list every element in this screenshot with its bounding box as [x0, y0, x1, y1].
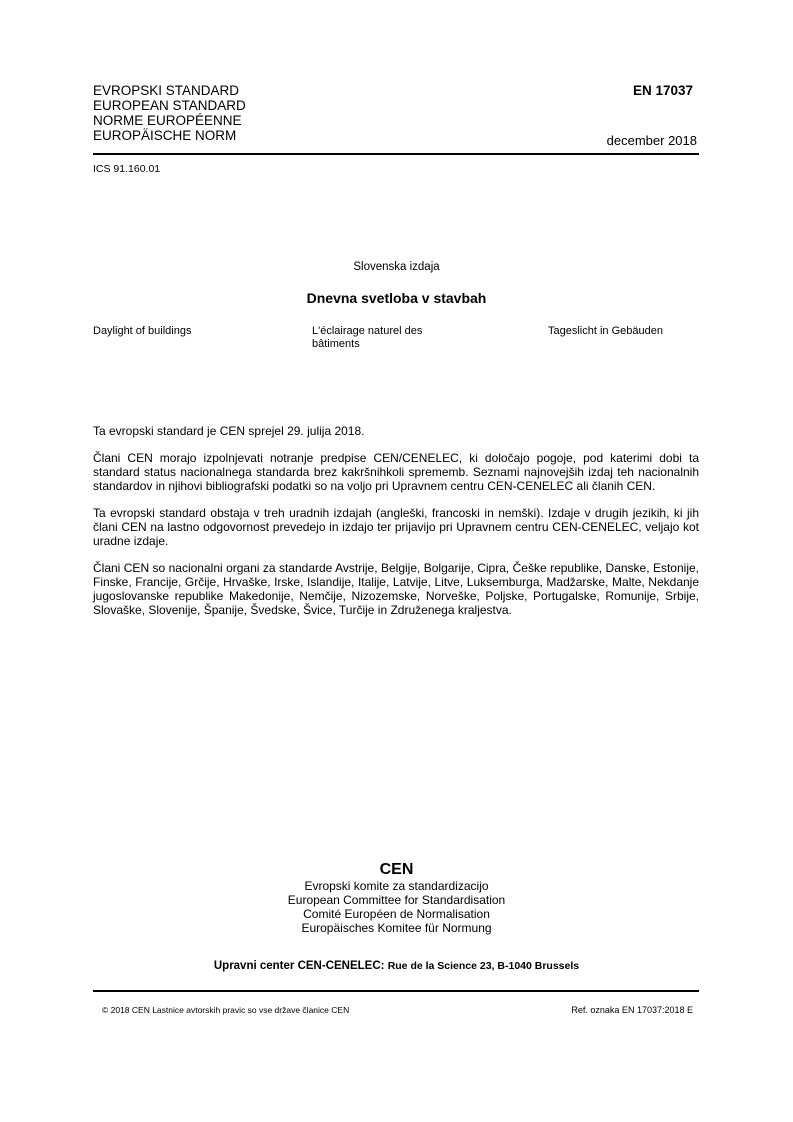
- standard-names: [93, 83, 246, 143]
- header-divider: [93, 153, 699, 155]
- footer-divider: [93, 990, 699, 992]
- edition-label: Slovenska izdaja: [353, 261, 440, 273]
- cen-name-fr: Comité Européen de Normalisation: [303, 907, 490, 921]
- paragraph-official-versions: Ta evropski standard obstaja v treh uradnih izdajah (angleški, francoski in nemški). Izdaje v drugih jezikih, ki jih člani CEN na lastno odgovornost prevedejo in izdajo ter prijavijo pri Upravnem centru CEN-CENELEC, veljajo kot uradne izdaje.: [93, 506, 699, 548]
- copyright-notice: © 2018 CEN Lastnice avtorskih pravic so vse države članice CEN: [102, 1005, 350, 1015]
- ics-code: ICS 91.160.01: [93, 163, 161, 175]
- paragraph-regulations: Člani CEN morajo izpolnjevati notranje predpise CEN/CENELEC, ki določajo pogoje, pod katerimi dobi ta standard status nacionalnega standarda brez kakršnihkoli sprememb. Seznami najnovejših izdaj teh nacionalnih standardov in njihovi bibliografski podatki so na voljo pri Upravnem centru CEN-CENELEC ali članih CEN.: [93, 451, 699, 493]
- title-french-line1: L'éclairage naturel des: [312, 325, 423, 337]
- cen-name-en: European Committee for Standardisation: [287, 893, 506, 907]
- standard-name-sl: EVROPSKI STANDARD: [93, 83, 240, 98]
- standard-name-fr: NORME EUROPÉENNE: [93, 113, 242, 128]
- title-french: [312, 325, 462, 351]
- cen-block: [0, 860, 793, 935]
- paragraph-members: Člani CEN so nacionalni organi za standarde Avstrije, Belgije, Bolgarije, Cipra, Češke republike, Danske, Estonije, Finske, Francije, Grčije, Hrvaške, Irske, Islandije, Italije, Latvije, Litve, Luksemburga, Madžarske, Malte, Nekdanje jugoslovanske republike Makedonije, Nemčije, Nizozemske, Norveške, Poljske, Portugalske, Romunije, Srbije, Slovaške, Slovenije, Španije, Švedske, Švice, Turčije in Združenega kraljestva.: [93, 561, 699, 617]
- document-title: Dnevna svetloba v stavbah: [306, 290, 487, 306]
- cen-abbreviation: CEN: [379, 861, 414, 878]
- standard-name-en: EUROPEAN STANDARD: [93, 98, 246, 113]
- management-centre-address: Rue de la Science 23, B-1040 Brussels: [387, 960, 580, 972]
- document-body: [93, 424, 699, 630]
- publication-date: december 2018: [606, 133, 697, 148]
- cen-name-sl: Evropski komite za standardizacijo: [304, 879, 489, 893]
- cen-name-de: Europäisches Komitee für Normung: [301, 921, 492, 935]
- title-english: Daylight of buildings: [93, 325, 192, 337]
- title-german: Tageslicht in Gebäuden: [548, 325, 663, 337]
- title-french-line2: bâtiments: [312, 338, 360, 350]
- reference-number: Ref. oznaka EN 17037:2018 E: [571, 1005, 693, 1015]
- management-centre: [0, 960, 793, 972]
- standard-number: EN 17037: [632, 83, 693, 98]
- standard-name-de: EUROPÄISCHE NORM: [93, 128, 237, 143]
- management-centre-label: Upravni center CEN-CENELEC:: [213, 960, 385, 972]
- paragraph-adoption: Ta evropski standard je CEN sprejel 29. julija 2018.: [93, 424, 365, 438]
